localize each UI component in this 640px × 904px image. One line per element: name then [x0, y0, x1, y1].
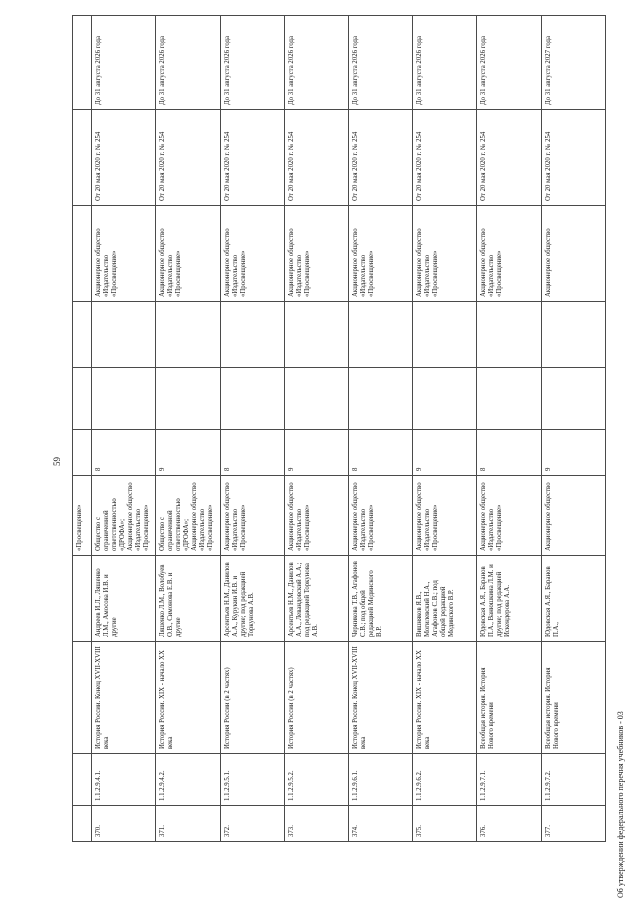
order-cell: От 20 мая 2020 г. № 254 — [284, 110, 348, 206]
row-number-cell: 376. — [477, 806, 541, 842]
authors-cell: Андреев И.Л., Ляшенко Л.М., Амосова И.В. и другие — [92, 556, 156, 642]
empty-cell — [349, 302, 413, 368]
deadline-cell: До 31 августа 2026 года — [413, 16, 477, 110]
empty-cell — [541, 368, 605, 430]
textbooks-table — [72, 15, 606, 842]
empty-cell — [541, 302, 605, 368]
table-row — [220, 16, 284, 842]
grade-cell: 9 — [413, 430, 477, 476]
empty-cell — [220, 368, 284, 430]
deadline-cell: До 31 августа 2026 года — [477, 16, 541, 110]
empty-cell — [156, 302, 220, 368]
order-cell: От 20 мая 2020 г. № 254 — [92, 110, 156, 206]
grade-cell: 9 — [156, 430, 220, 476]
table-row — [541, 16, 605, 842]
textbook-title-cell: Всеобщая история. История Нового времени — [541, 642, 605, 754]
deadline-cell: До 31 августа 2026 года — [220, 16, 284, 110]
deadline-cell: До 31 августа 2027 года — [541, 16, 605, 110]
row-number-cell: 371. — [156, 806, 220, 842]
new-publisher-cell: Акционерное общество «Издательство «Просвещение» — [220, 206, 284, 302]
row-code-cell: 1.1.2.9.5.2. — [284, 754, 348, 806]
textbook-title-cell: История России. XIX - начало XX века — [156, 642, 220, 754]
new-publisher-cell: Акционерное общество «Издательство «Просвещение» — [92, 206, 156, 302]
empty-cell — [477, 368, 541, 430]
authors-cell: Арсентьев Н.М., Данилов А.А., Левандовский А.А.; под редакцией Торкунова А.В. — [284, 556, 348, 642]
textbook-title-cell: История России. Конец XVII-XVIII века — [92, 642, 156, 754]
textbook-title-cell: История России (в 2 частях) — [284, 642, 348, 754]
table-row — [477, 16, 541, 842]
order-cell: От 20 мая 2020 г. № 254 — [349, 110, 413, 206]
row-code-cell: 1.1.2.9.4.2. — [156, 754, 220, 806]
deadline-cell: До 31 августа 2026 года — [349, 16, 413, 110]
row-number-cell: 375. — [413, 806, 477, 842]
deadline-cell: До 31 августа 2026 года — [92, 16, 156, 110]
grade-cell: 8 — [220, 430, 284, 476]
new-publisher-cell: Акционерное общество «Издательство «Просвещение» — [413, 206, 477, 302]
grade-cell: 8 — [92, 430, 156, 476]
empty-cell — [413, 368, 477, 430]
row-code-cell: 1.1.2.9.6.1. — [349, 754, 413, 806]
publisher-cell: Акционерное общество «Издательство «Просвещение» — [413, 476, 477, 556]
row-number-cell: 370. — [92, 806, 156, 842]
new-publisher-cell: Акционерное общество «Издательство «Просвещение» — [284, 206, 348, 302]
row-code-cell: 1.1.2.9.6.2. — [413, 754, 477, 806]
table-row — [284, 16, 348, 842]
textbook-title-cell: История России. Конец XVII-XVIII века — [349, 642, 413, 754]
publisher-cell: Общество с ограниченной ответственностью «ДРОФА»; Акционерное общество «Издательство «Просвещение» — [92, 476, 156, 556]
publisher-cell: Акционерное общество «Издательство «Просвещение» — [477, 476, 541, 556]
empty-cell — [156, 368, 220, 430]
authors-cell: Арсентьев Н.М., Данилов А.А., Курукин И.В. и другие; под редакцией Торкунова А.В. — [220, 556, 284, 642]
authors-cell: Юдовская А.Я., Баранов П.А., — [541, 556, 605, 642]
authors-cell: Черникова Т.В., Агафонов С.В.; под общей редакцией Мединского В.Р. — [349, 556, 413, 642]
empty-cell — [349, 368, 413, 430]
continuation-row — [73, 16, 92, 842]
empty-cell — [413, 302, 477, 368]
order-cell: От 20 мая 2020 г. № 254 — [413, 110, 477, 206]
order-cell: От 20 мая 2020 г. № 254 — [220, 110, 284, 206]
authors-cell: Ляшенко Л.М., Волобуев О.В., Симонова Е.В. и другие — [156, 556, 220, 642]
row-code-cell: 1.1.2.9.7.1. — [477, 754, 541, 806]
row-number-cell: 377. — [541, 806, 605, 842]
row-code-cell: 1.1.2.9.7.2. — [541, 754, 605, 806]
grade-cell: 9 — [284, 430, 348, 476]
table-row — [413, 16, 477, 842]
order-cell: От 20 мая 2020 г. № 254 — [541, 110, 605, 206]
new-publisher-cell: Акционерное общество «Издательство «Просвещение» — [349, 206, 413, 302]
row-code-cell: 1.1.2.9.4.1. — [92, 754, 156, 806]
empty-cell — [220, 302, 284, 368]
row-number-cell: 373. — [284, 806, 348, 842]
row-code-cell: 1.1.2.9.5.1. — [220, 754, 284, 806]
order-cell: От 20 мая 2020 г. № 254 — [156, 110, 220, 206]
empty-cell — [92, 368, 156, 430]
textbook-title-cell: История России (в 2 частях) — [220, 642, 284, 754]
page-number: 59 — [52, 457, 62, 466]
grade-cell: 8 — [349, 430, 413, 476]
publisher-cell: Акционерное общество «Издательство «Просвещение» — [284, 476, 348, 556]
empty-cell — [284, 302, 348, 368]
new-publisher-cell: Акционерное общество — [541, 206, 605, 302]
publisher-cell: Акционерное общество — [541, 476, 605, 556]
publisher-cell: Акционерное общество «Издательство «Просвещение» — [349, 476, 413, 556]
publisher-cell: Акционерное общество «Издательство «Просвещение» — [220, 476, 284, 556]
deadline-cell: До 31 августа 2026 года — [284, 16, 348, 110]
new-publisher-cell: Акционерное общество «Издательство «Просвещение» — [156, 206, 220, 302]
order-cell: От 20 мая 2020 г. № 254 — [477, 110, 541, 206]
deadline-cell: До 31 августа 2026 года — [156, 16, 220, 110]
empty-cell — [477, 302, 541, 368]
textbook-title-cell: История России. XIX - начало XX века — [413, 642, 477, 754]
row-number-cell: 372. — [220, 806, 284, 842]
continuation-publisher: «Просвещение» — [73, 476, 92, 556]
grade-cell: 8 — [477, 430, 541, 476]
table-row — [349, 16, 413, 842]
authors-cell: Юдовская А.Я., Баранов П.А., Ванюшкина Л.М. и другие; под редакцией Искендерова А.А. — [477, 556, 541, 642]
empty-cell — [92, 302, 156, 368]
textbook-title-cell: Всеобщая история. История Нового времени — [477, 642, 541, 754]
row-number-cell: 374. — [349, 806, 413, 842]
table-row — [92, 16, 156, 842]
table-row — [156, 16, 220, 842]
grade-cell: 9 — [541, 430, 605, 476]
new-publisher-cell: Акционерное общество «Издательство «Просвещение» — [477, 206, 541, 302]
empty-cell — [284, 368, 348, 430]
publisher-cell: Общество с ограниченной ответственностью «ДРОФА»; Акционерное общество «Издательство «Просвещение» — [156, 476, 220, 556]
authors-cell: Вишняков Я.В., Могилевский Н.А., Агафонов С.В.; под общей редакцией Мединского В.Р. — [413, 556, 477, 642]
footer-note: Об утверждении федерального перечня учебников - 03 — [616, 711, 625, 898]
